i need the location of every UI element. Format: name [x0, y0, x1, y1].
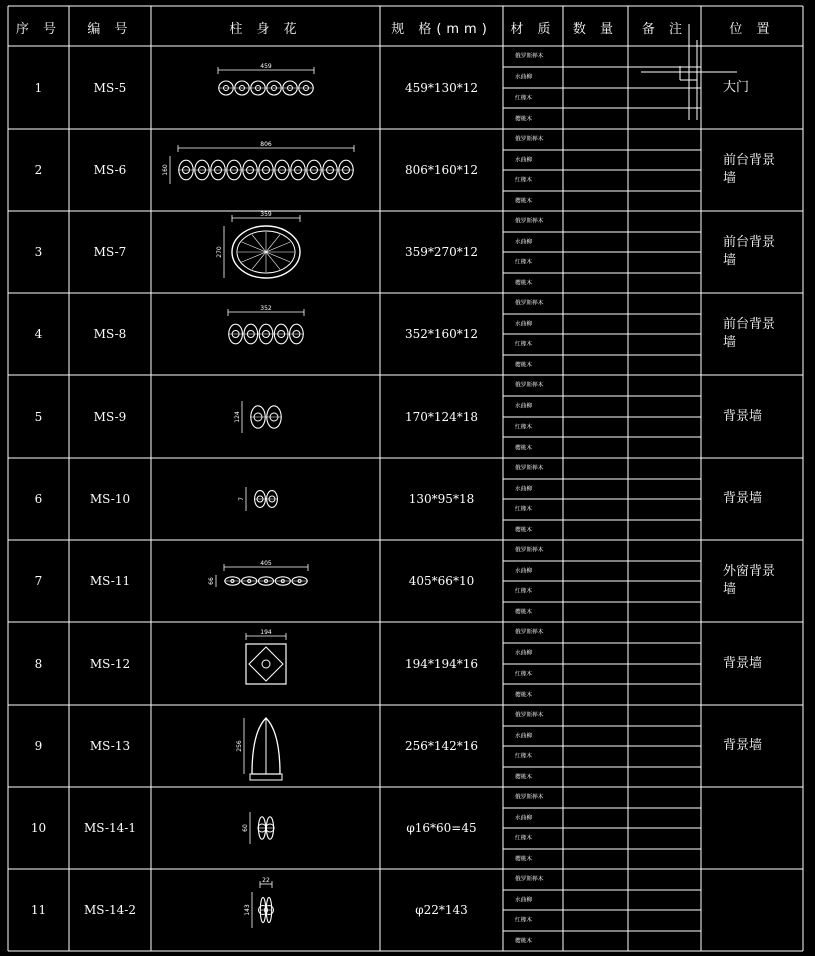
svg-text:66: 66: [207, 577, 215, 585]
row-spec: 256*142*16: [404, 739, 479, 753]
carving-drawing-ms-9: [166, 381, 366, 453]
row-code: MS-13: [89, 739, 131, 753]
row-seq: 8: [34, 656, 43, 671]
svg-text:256: 256: [235, 740, 243, 752]
material-option: 水曲柳: [515, 156, 533, 164]
material-option: 樱桃木: [515, 608, 533, 616]
row-seq: 3: [34, 245, 43, 259]
svg-text:160: 160: [161, 164, 169, 176]
row-code: MS-12: [89, 656, 131, 671]
row-spec: 459*130*12: [404, 80, 479, 95]
header-material: 材 质: [510, 22, 556, 37]
header-quantity: 数 量: [572, 22, 619, 37]
material-option: 红橡木: [515, 341, 533, 348]
material-option: 俄罗斯榉木: [515, 876, 544, 883]
row-location: 前台背景墙: [723, 317, 776, 350]
row-code: MS-14-1: [84, 821, 136, 835]
material-option: 红橡木: [515, 259, 533, 266]
material-option: 俄罗斯榉木: [515, 300, 544, 307]
row-seq: 4: [34, 327, 43, 341]
row-seq: 7: [34, 574, 43, 588]
material-option: 红橡木: [515, 835, 533, 842]
row-seq: 10: [30, 821, 47, 835]
row-spec: φ22*143: [415, 903, 468, 917]
material-option: 俄罗斯榉木: [515, 136, 544, 143]
material-option: 红橡木: [515, 753, 533, 760]
material-option: 红橡木: [515, 670, 533, 678]
material-option: 樱桃木: [515, 691, 533, 699]
svg-text:194: 194: [259, 628, 272, 636]
row-location: 外窗背景墙: [723, 564, 776, 597]
material-option: 水曲柳: [515, 650, 533, 657]
material-option: 樱桃木: [515, 444, 533, 452]
material-option: 水曲柳: [515, 732, 533, 740]
material-option: 红橡木: [515, 588, 533, 595]
material-option: 红橡木: [515, 177, 533, 184]
material-option: 水曲柳: [515, 896, 533, 904]
svg-text:359: 359: [259, 211, 272, 218]
row-code: MS-11: [89, 574, 131, 588]
carving-drawing-ms-7: [166, 211, 366, 288]
material-option: 樱桃木: [515, 855, 533, 863]
svg-text:405: 405: [259, 560, 272, 567]
material-option: 樱桃木: [515, 937, 533, 945]
row-location: 背景墙: [723, 408, 763, 424]
row-code: MS-5: [93, 80, 127, 95]
carving-drawing-ms-13: [166, 710, 366, 782]
material-option: 樱桃木: [515, 115, 533, 123]
material-option: 水曲柳: [515, 814, 533, 822]
row-code: MS-14-2: [84, 903, 136, 917]
material-option: 樱桃木: [515, 526, 533, 534]
carving-drawing-ms-8: [166, 298, 366, 370]
header-location: 位 置: [729, 22, 775, 37]
material-option: 樱桃木: [515, 361, 533, 369]
row-seq: 9: [34, 739, 43, 753]
material-option: 水曲柳: [515, 567, 533, 575]
carving-drawing-ms-14-2: [166, 874, 366, 946]
svg-text:352: 352: [259, 305, 272, 312]
material-option: 水曲柳: [515, 74, 533, 81]
row-spec: 130*95*18: [408, 492, 475, 506]
row-seq: 6: [34, 492, 43, 506]
header-remark: 备 注: [641, 22, 688, 37]
material-option: 樱桃木: [515, 197, 533, 205]
material-option: 水曲柳: [515, 238, 533, 246]
material-option: 俄罗斯榉木: [515, 547, 544, 554]
svg-text:60: 60: [241, 824, 249, 832]
row-code: MS-10: [89, 492, 131, 506]
material-option: 俄罗斯榉木: [515, 712, 544, 719]
header-code: 编 号: [87, 22, 133, 37]
row-code: MS-6: [93, 163, 127, 177]
row-code: MS-8: [93, 327, 127, 341]
row-seq: 1: [34, 80, 43, 95]
row-location: 前台背景墙: [723, 153, 776, 186]
material-option: 俄罗斯榉木: [515, 465, 544, 472]
row-spec: 806*160*12: [404, 163, 479, 177]
carving-drawing-ms-12: [166, 628, 366, 700]
row-seq: 2: [34, 163, 43, 177]
svg-text:143: 143: [243, 904, 251, 916]
material-option: 红橡木: [515, 94, 533, 102]
carving-drawing-ms-14-1: [166, 792, 366, 864]
row-spec: 194*194*16: [404, 656, 479, 671]
material-option: 俄罗斯榉木: [515, 629, 544, 636]
row-spec: 405*66*10: [408, 574, 475, 588]
material-option: 水曲柳: [515, 485, 533, 493]
material-option: 俄罗斯榉木: [515, 53, 544, 60]
row-location: 前台背景墙: [723, 235, 776, 268]
svg-text:806: 806: [259, 141, 272, 148]
material-option: 俄罗斯榉木: [515, 382, 544, 389]
carving-drawing-ms-5: [166, 52, 366, 124]
header-pattern: 柱 身 花: [229, 22, 302, 37]
material-option: 红橡木: [515, 506, 533, 513]
svg-text:270: 270: [215, 246, 223, 258]
row-seq: 11: [30, 903, 47, 917]
row-code: MS-7: [93, 245, 127, 259]
carving-drawing-ms-11: [166, 545, 366, 617]
row-location: 背景墙: [723, 655, 763, 671]
svg-text:124: 124: [233, 410, 241, 423]
row-spec: 352*160*12: [404, 327, 479, 341]
material-option: 水曲柳: [515, 403, 533, 410]
carving-drawing-ms-10: [166, 463, 366, 535]
row-seq: 5: [34, 409, 43, 424]
row-spec: φ16*60=45: [406, 821, 477, 835]
material-option: 樱桃木: [515, 279, 533, 287]
row-location: 背景墙: [723, 491, 763, 506]
header-seq: 序 号: [15, 22, 62, 37]
row-code: MS-9: [93, 409, 127, 424]
row-location: 背景墙: [723, 738, 763, 753]
svg-text:7: 7: [237, 497, 245, 501]
material-option: 红橡木: [515, 917, 533, 924]
header-spec: 规 格(mm): [391, 22, 492, 37]
row-spec: 170*124*18: [404, 409, 479, 424]
svg-text:22: 22: [261, 877, 270, 884]
material-option: 水曲柳: [515, 320, 533, 328]
row-spec: 359*270*12: [404, 245, 479, 259]
carving-drawing-ms-6: [161, 134, 366, 206]
material-option: 樱桃木: [515, 773, 533, 781]
row-location: 大门: [723, 79, 750, 95]
material-option: 俄罗斯榉木: [515, 218, 544, 225]
material-option: 红橡木: [515, 423, 533, 431]
material-option: 俄罗斯榉木: [515, 794, 544, 801]
svg-text:459: 459: [259, 62, 272, 70]
